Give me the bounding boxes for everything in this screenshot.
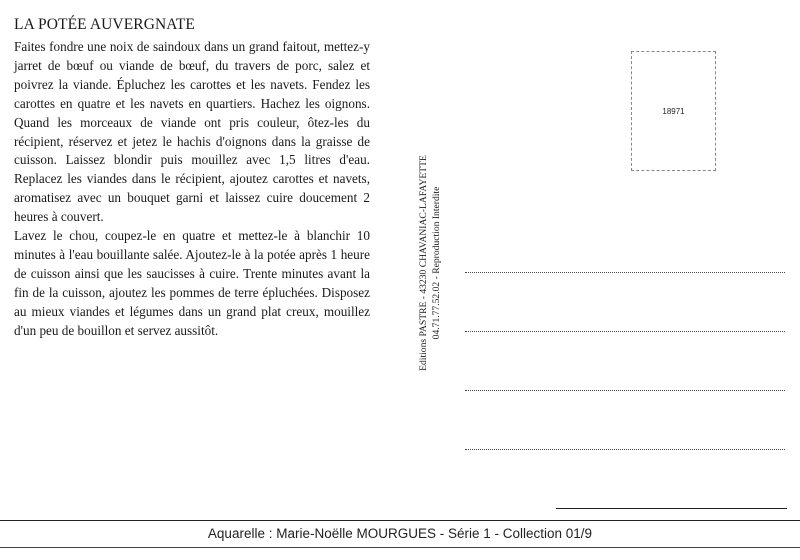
address-line-3: [465, 390, 785, 391]
card-number: 18971: [662, 107, 685, 116]
artist-credit: Aquarelle : Marie-Noëlle MOURGUES - Série 1 - Collection 01/9: [207, 526, 593, 541]
publisher-address: Editions PASTRE - 43230 CHAVANIAC-LAFAYETTE: [418, 155, 429, 371]
recipe-paragraph-2: Lavez le chou, coupez-le en quatre et mettez-le à blanchir 10 minutes à l'eau bouillante salée. Ajoutez-le à la potée après 1 heure de cuisson ainsi que les saucisses à cuire. Trente minutes avant la fin de la cuisson, ajoutez les pommes de terre épluchées. Disposez au mieux viandes et légumes dans un grand plat creux, mouillez d'un peu de bouillon et servez aussitôt.: [14, 228, 370, 338]
address-line-1: [465, 272, 785, 273]
publisher-info: [417, 118, 445, 408]
recipe-text: [14, 38, 370, 341]
stamp-box: [631, 51, 716, 171]
address-line-5: [556, 508, 787, 509]
address-line-2: [465, 331, 785, 332]
recipe-paragraph-1: Faites fondre une noix de saindoux dans un grand faitout, mettez-y jarret de bœuf ou viande de bœuf, du travers de porc, salez et poivrez la viande. Épluchez les carottes et les navets. Fendez les carottes en quatre et les navets en quartiers. Hachez les oignons. Quand les morceaux de viande ont pris couleur, ôtez-les du récipient, réservez et jetez le hachis d'oignons dans la graisse de cuisson. Laissez blondir puis mouillez avec 1,5 litres d'eau. Replacez les viandes dans le récipient, ajoutez carottes et navets, aromatisez avec un bouquet garni et laissez cuire doucement 2 heures à couvert.: [14, 39, 370, 225]
footer-divider: [0, 520, 800, 521]
footer-bottom-rule: [0, 547, 800, 548]
address-line-4: [465, 449, 785, 450]
recipe-title: LA POTÉE AUVERGNATE: [14, 16, 196, 33]
publisher-phone: 04.71.77.52.02 - Reproduction Interdite: [431, 186, 442, 340]
